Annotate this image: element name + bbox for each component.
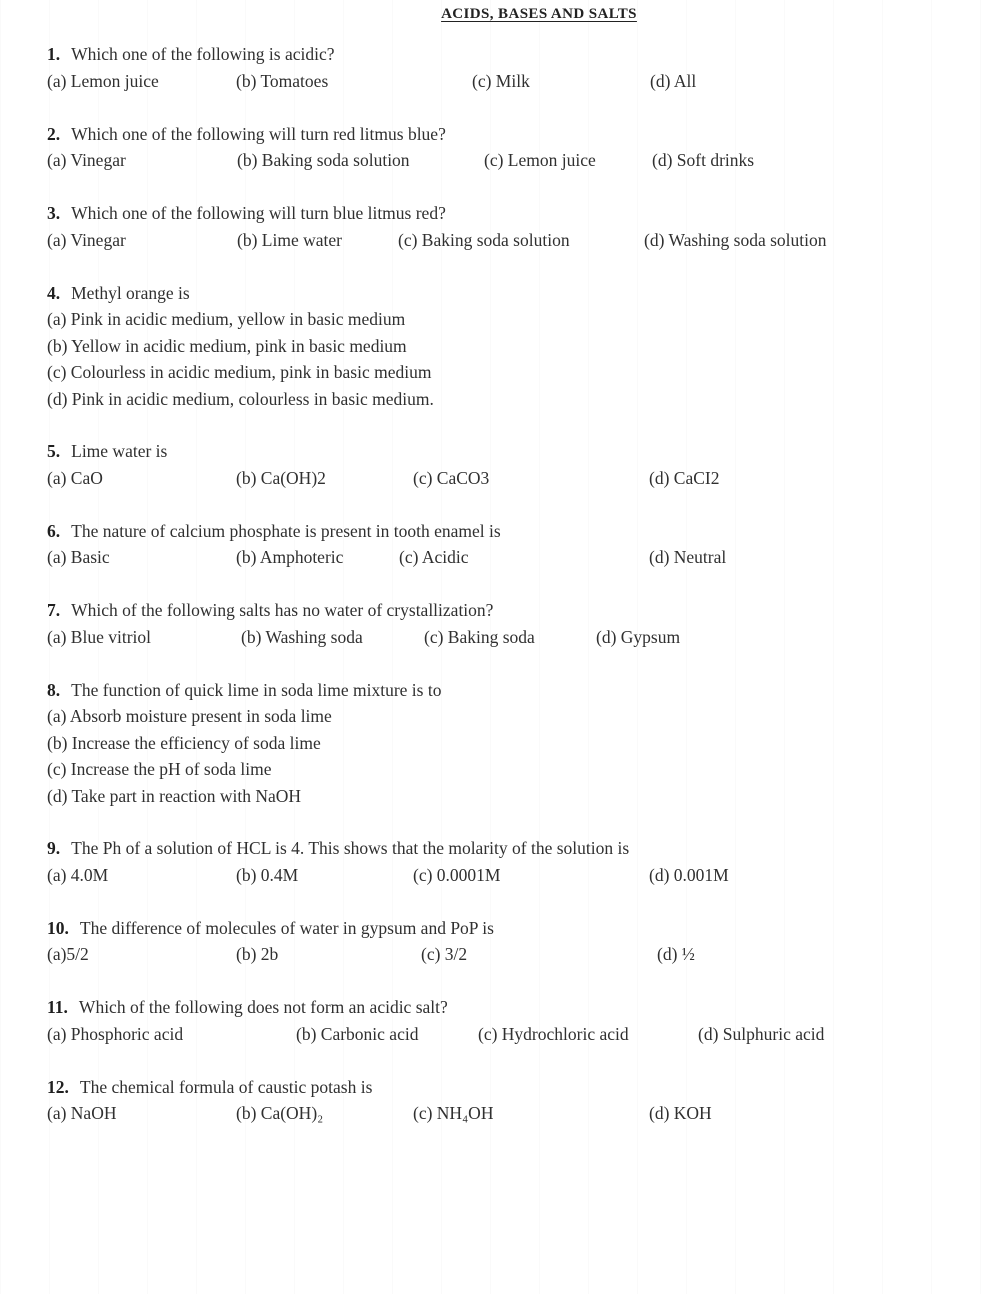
question-12-option-a: (a) NaOH	[47, 1103, 117, 1123]
question-2-option-a: (a) Vinegar	[47, 150, 126, 170]
question-6-number: 6.	[47, 520, 61, 541]
question-10-option-a: (a)5/2	[47, 944, 89, 964]
question-12-option-c: (c) NH₄OH	[413, 1103, 494, 1123]
question-5-options	[47, 465, 975, 492]
question-4-option-d: (d) Pink in acidic medium, colourless in basic medium.	[47, 388, 434, 409]
question-4-option-b: (b) Yellow in acidic medium, pink in basic medium	[47, 335, 407, 356]
question-3-options	[47, 227, 975, 254]
question-11-options	[47, 1021, 975, 1048]
question-5-option-a: (a) CaO	[47, 467, 103, 488]
question-2-options	[47, 147, 975, 174]
question-8	[47, 677, 975, 810]
question-1-option-b: (b) Tomatoes	[236, 70, 329, 91]
question-11-text: Which of the following does not form an acidic salt?	[78, 997, 448, 1017]
question-2-line	[47, 121, 975, 148]
question-7	[47, 597, 975, 651]
question-3-number: 3.	[47, 203, 61, 223]
question-10	[47, 915, 975, 969]
question-9-option-c: (c) 0.0001M	[413, 864, 501, 885]
question-4-number: 4.	[47, 282, 61, 303]
question-8-option-a: (a) Absorb moisture present in soda lime	[47, 706, 332, 726]
question-7-option-c: (c) Baking soda	[424, 626, 535, 647]
question-3-line	[47, 200, 975, 227]
question-6-text: The nature of calcium phosphate is present in tooth enamel is	[71, 520, 501, 541]
question-12-option-d: (d) KOH	[649, 1103, 712, 1123]
question-6-line	[47, 518, 975, 545]
question-5-option-d: (d) CaCI2	[649, 467, 720, 488]
question-11-number: 11.	[47, 997, 68, 1017]
question-12-line	[47, 1074, 975, 1101]
question-4-text: Methyl orange is	[71, 282, 190, 303]
question-9-options	[47, 862, 975, 889]
question-7-line	[47, 597, 975, 624]
question-3-option-a: (a) Vinegar	[47, 229, 126, 250]
question-11	[47, 994, 975, 1048]
question-2-option-d: (d) Soft drinks	[652, 150, 755, 170]
question-10-option-b: (b) 2b	[236, 944, 279, 964]
question-1-options	[47, 68, 975, 95]
question-4	[47, 280, 975, 413]
question-3-option-c: (c) Baking soda solution	[398, 229, 570, 250]
question-2	[47, 121, 975, 175]
question-5-number: 5.	[47, 441, 61, 461]
question-10-number: 10.	[47, 917, 69, 938]
question-8-option-c: (c) Increase the pH of soda lime	[47, 759, 272, 779]
question-9	[47, 835, 975, 889]
question-11-option-c: (c) Hydrochloric acid	[478, 1023, 629, 1044]
question-9-option-b: (b) 0.4M	[236, 864, 299, 885]
question-7-option-d: (d) Gypsum	[596, 626, 681, 647]
question-9-text: The Ph of a solution of HCL is 4. This shows that the molarity of the solution is	[71, 838, 630, 858]
question-8-option-b: (b) Increase the efficiency of soda lime	[47, 732, 321, 753]
question-6-option-c: (c) Acidic	[399, 547, 469, 567]
question-2-text: Which one of the following will turn red litmus blue?	[71, 123, 446, 144]
question-9-number: 9.	[47, 838, 61, 858]
question-7-options	[47, 624, 975, 651]
question-7-option-b: (b) Washing soda	[241, 626, 363, 647]
question-6-option-a: (a) Basic	[47, 547, 110, 567]
question-4-option-c: (c) Colourless in acidic medium, pink in basic medium	[47, 362, 432, 382]
question-2-number: 2.	[47, 123, 61, 144]
question-12-option-b: (b) Ca(OH)₂	[236, 1103, 324, 1123]
question-11-option-a: (a) Phosphoric acid	[47, 1023, 184, 1044]
question-11-line	[47, 994, 975, 1021]
question-7-text: Which of the following salts has no water of crystallization?	[71, 600, 494, 620]
question-1-number: 1.	[47, 44, 61, 64]
question-4-line	[47, 280, 975, 307]
question-4-option-a: (a) Pink in acidic medium, yellow in basic medium	[47, 309, 406, 329]
question-4-options	[47, 306, 975, 412]
question-11-option-d: (d) Sulphuric acid	[698, 1023, 825, 1044]
question-5-option-b: (b) Ca(OH)2	[236, 467, 326, 488]
page-title: ACIDS, BASES AND SALTS	[441, 6, 637, 22]
question-1-text: Which one of the following is acidic?	[71, 44, 335, 64]
question-9-option-a: (a) 4.0M	[47, 864, 109, 885]
question-10-options	[47, 941, 975, 968]
question-12-number: 12.	[47, 1076, 69, 1097]
question-8-number: 8.	[47, 679, 61, 700]
question-2-option-b: (b) Baking soda solution	[237, 150, 410, 170]
question-1-option-d: (d) All	[650, 70, 697, 91]
question-10-line	[47, 915, 975, 942]
question-12	[47, 1074, 975, 1128]
question-3-text: Which one of the following will turn blue litmus red?	[71, 203, 446, 223]
question-3	[47, 200, 975, 254]
question-2-option-c: (c) Lemon juice	[484, 150, 596, 170]
question-1-option-c: (c) Milk	[472, 70, 530, 91]
question-7-option-a: (a) Blue vitriol	[47, 626, 152, 647]
question-3-option-d: (d) Washing soda solution	[644, 229, 827, 250]
question-6	[47, 518, 975, 572]
question-5-option-c: (c) CaCO3	[413, 467, 490, 488]
question-11-option-b: (b) Carbonic acid	[296, 1023, 419, 1044]
question-5-line	[47, 438, 975, 465]
question-8-text: The function of quick lime in soda lime mixture is to	[71, 679, 442, 700]
question-6-option-b: (b) Amphoteric	[236, 547, 344, 567]
question-10-option-c: (c) 3/2	[421, 944, 468, 964]
question-7-number: 7.	[47, 600, 61, 620]
question-1-option-a: (a) Lemon juice	[47, 70, 159, 91]
question-8-option-d: (d) Take part in reaction with NaOH	[47, 785, 302, 806]
question-3-option-b: (b) Lime water	[237, 229, 342, 250]
question-9-option-d: (d) 0.001M	[649, 864, 729, 885]
question-8-options	[47, 703, 975, 809]
question-5	[47, 438, 975, 492]
question-5-text: Lime water is	[71, 441, 168, 461]
question-12-text: The chemical formula of caustic potash is	[79, 1076, 373, 1097]
question-10-option-d: (d) ½	[657, 944, 695, 964]
question-1-line	[47, 41, 975, 68]
question-6-options	[47, 544, 975, 571]
question-1	[47, 41, 975, 95]
question-8-line	[47, 677, 975, 704]
question-9-line	[47, 835, 975, 862]
question-10-text: The difference of molecules of water in gypsum and PoP is	[79, 917, 494, 938]
question-12-options	[47, 1100, 975, 1127]
question-6-option-d: (d) Neutral	[649, 547, 727, 567]
